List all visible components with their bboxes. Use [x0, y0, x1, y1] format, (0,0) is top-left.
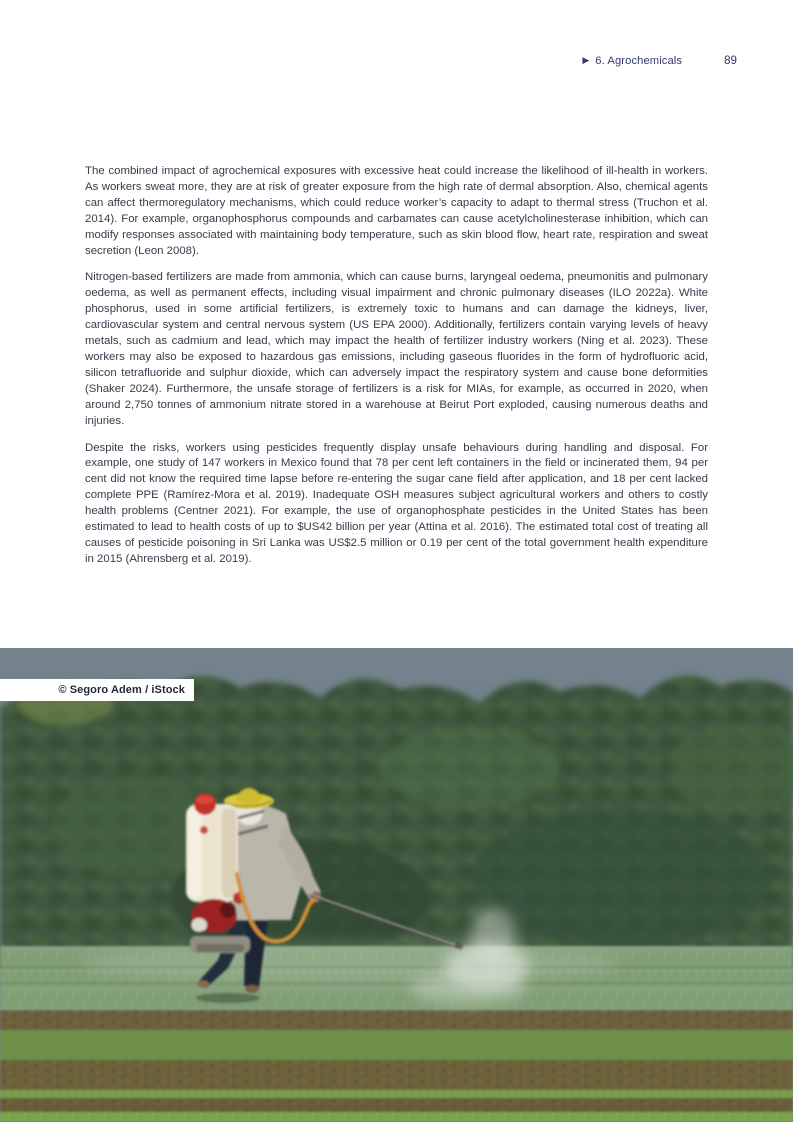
section-title: 6. Agrochemicals [595, 55, 683, 67]
section-arrow-icon: ▶ [582, 55, 590, 65]
body-paragraph-1: The combined impact of agrochemical exposures with excessive heat could increase the likelihood of ill-health in workers. As workers sweat more, they are at risk of greater exposure from the high rate of dermal absorption. Also, chemical agents can affect thermoregulatory mechanisms, which could reduce worker’s capacity to adapt to thermal stress (Truchon et al. 2014). For example, organophosphorus compounds and carbamates can cause acetylcholinesterase inhibition, which can modify responses associated with maintaining body temperature, such as skin blood flow, heart rate, respiration and sweat secretion (Leon 2008). [85, 165, 708, 257]
page-header [582, 54, 737, 67]
haze [80, 943, 620, 983]
body-paragraph-3: Despite the risks, workers using pesticides frequently display unsafe behaviours during handling and disposal. For example, one study of 147 workers in Mexico found that 78 per cent left containers in the field or incinerated them, 94 per cent did not know the required time lapse before re-entering the sugar cane field after application, and 18 per cent lacked complete PPE (Ramírez-Mora et al. 2019). Inadequate OSH measures subject agricultural workers and others to costly health problems (Centner 2021). For example, the use of organophosphate pesticides in the United States has been estimated to lead to health costs of up to $US42 billion per year (Attina et al. 2016). The estimated total cost of treating all causes of pesticide poisoning in Sri Lanka was US$2.5 million or 0.19 per cent of the total government health expenditure in 2015 (Ahrensberg et al. 2019). [85, 441, 708, 565]
photo-illustration [0, 648, 793, 1122]
body-paragraph-2: Nitrogen-based fertilizers are made from ammonia, which can cause burns, laryngeal oedema, pneumonitis and pulmonary oedema, as well as permanent effects, including visual impairment and chronic pulmonary diseases (ILO 2022a). White phosphorus, used in some artificial fertilizers, is extremely toxic to humans and can damage the kidneys, liver, cardiovascular system and central nervous system (US EPA 2000). Additionally, fertilizers contain varying levels of heavy metals, such as cadmium and lead, which may impact the health of fertilizer industry workers (Ning et al. 2023). These workers may also be exposed to hazardous gas emissions, including gaseous fluorides in the form of hydrofluoric acid, silicon tetrafluoride and sulphur dioxide, which can adversely impact the respiratory system and cause bone deformities (Shaker 2024). Furthermore, the unsafe storage of fertilizers is a risk for MIAs, for example, as occurred in 2020, when around 2,750 tonnes of ammonium nitrate stored in a warehouse at Beirut Port exploded, causing numerous deaths and injuries. [85, 271, 708, 427]
photo-credit: © Segoro Adem / iStock [0, 679, 194, 701]
article-text [85, 164, 708, 579]
field-photo [0, 648, 793, 1122]
page-number: 89 [724, 54, 737, 67]
